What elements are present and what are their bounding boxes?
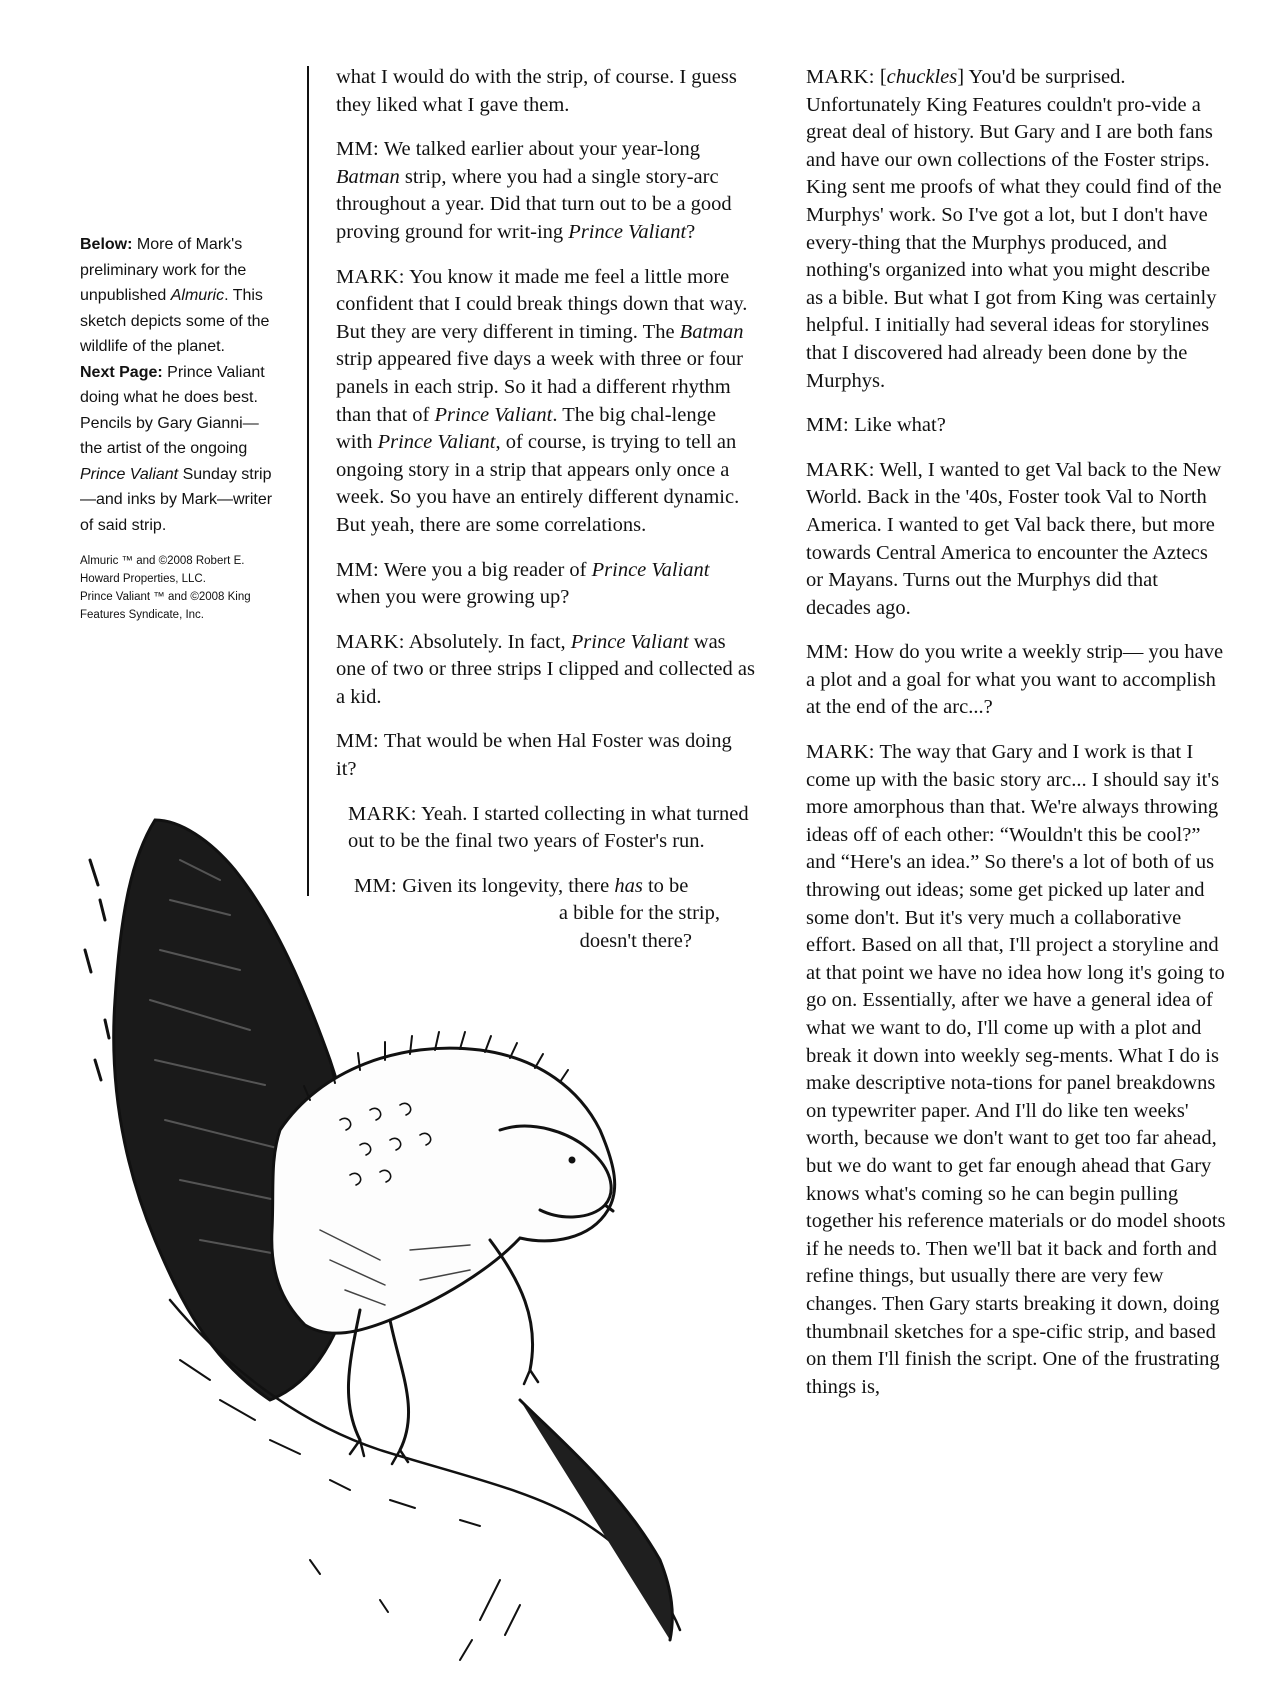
paragraph [336,801,756,856]
paragraph-tail-line: a bible for the strip, [558,902,720,925]
speaker-label: MM: [354,874,398,897]
column-divider [307,66,309,896]
paragraph [806,64,1226,395]
right-column [806,64,1226,1418]
caption-next-page-label: Next Page: [80,363,163,381]
paragraph-body: Yeah. I started collecting in what turned out to be the final two years of Foster's run. [348,802,749,853]
paragraph [806,739,1226,1401]
speaker-label: MARK: [806,458,875,481]
speaker-label: MARK: [806,66,875,88]
paragraph-body: Absolutely. In fact, Prince Valiant was one of two or three strips I clipped and collected as a kid. [336,630,755,708]
paragraph [336,136,756,246]
paragraph-tail-line: doesn't there? [579,930,692,953]
paragraph [336,728,756,783]
speaker-label: MM: [336,730,380,753]
paragraph-body: Well, I wanted to get Val back to the New World. Back in the '40s, Foster took Val to North America. I wanted to get Val back there, but more towards Central America to encounter the Aztecs or Mayans. Turns out the Murphys did that decades ago. [806,458,1222,619]
credit-line: Almuric ™ and ©2008 Robert E. Howard Properties, LLC. [80,555,245,585]
caption-below-label: Below: [80,236,133,253]
paragraph [336,629,756,712]
speaker-label: MARK: [336,630,405,653]
paragraph-body: The way that Gary and I work is that I come up with the basic story arc... I should say it's more amorphous than that. We're always throwing ideas off of each other: “Wouldn't this be cool?” and “Here's an idea.” So there's a lot of both of us throwing out ideas; some get picked up later and some don't. But it's very much a collaborative effort. Based on all that, I'll project a storyline and at that point we have no idea how long it's going to go on. Essentially, after we have a general idea of what we want to do, I'll come up with a plot and break it down into weekly seg-ments. What I do is make descriptive nota-tions for panel breakdowns on typewriter paper. And I'll do like ten weeks' worth, because we don't want to get too far ahead, but we do want to get far enough ahead that Gary knows what's coming so he can begin pulling together his reference materials or do model shoots if he needs to. Then we'll bat it back and forth and refine things, but usually there are very few changes. Then Gary starts breaking it down, doing thumbnail sketches for a spe-cific strip, and based on them I'll finish the script. One of the frustrating things is, [806,741,1226,1398]
speaker-label: MARK: [806,741,875,764]
paragraph-body: You know it made me feel a little more confident that I could break things down that way. But they are very different in timing. The Batman strip appeared five days a week with three or four panels in each strip. So it had a different rhythm than that of Prince Valiant. The big chal-lenge with Prince Valiant, of course, is trying to tell an ongoing story in a strip that appears only once a week. So you have an entirely different dynamic. But yeah, there are some correlations. [336,265,748,536]
speaker-label: MM: [336,138,380,161]
speaker-label: MM: [806,414,850,437]
speaker-label: MARK: [348,802,417,825]
paragraph [806,412,1226,440]
speaker-label: MARK: [336,265,405,288]
paragraph-body: [chuckles] You'd be surprised. Unfortunately King Features couldn't pro-vide a great deal of history. But Gary and I are both fans and have our own collections of the Foster strips. King sent me proofs of what they could find of the Murphys' work. So I've got a lot, but I don't have every-thing that the Murphys produced, and nothing's organized into what you might describe as a bible. But what I got from King was certainly helpful. I initially had several ideas for storylines that I discovered had already been done by the Murphys. [806,66,1222,392]
paragraph-body: Like what? [854,414,946,437]
caption-next-page: Next Page: Prince Valiant doing what he does best. Pencils by Gary Gianni—the artist of the ongoing Prince Valiant Sunday strip—and inks by Mark—writer of said strip. [80,363,273,534]
paragraph: what I would do with the strip, of course. I guess they liked what I gave them. [336,66,737,116]
paragraph [336,557,756,612]
sidebar-caption [80,232,280,624]
speaker-label: MM: [806,641,850,664]
paragraph [806,457,1226,623]
paragraph [336,264,756,540]
paragraph-body: That would be when Hal Foster was doing it? [336,730,732,781]
caption-below: Below: More of Mark's preliminary work for the unpublished Almuric. This sketch depicts some of the wildlife of the planet. [80,236,270,355]
paragraph-body: We talked earlier about your year-long Batman strip, where you had a single story-arc throughout a year. Did that turn out to be a good proving ground for writ-ing Prince Valiant? [336,138,732,243]
credit-line: Prince Valiant ™ and ©2008 King Features Syndicate, Inc. [80,591,251,621]
middle-column [336,64,756,956]
speaker-label: MM: [336,558,380,581]
paragraph [806,639,1226,722]
paragraph-body: Given its longevity, there has to be [402,874,689,897]
paragraph [336,873,756,956]
copyright-credits [80,552,280,624]
paragraph-body: How do you write a weekly strip— you have a plot and a goal for what you want to accomplish at the end of the arc...? [806,641,1224,719]
paragraph-body: Were you a big reader of Prince Valiant when you were growing up? [336,558,710,609]
